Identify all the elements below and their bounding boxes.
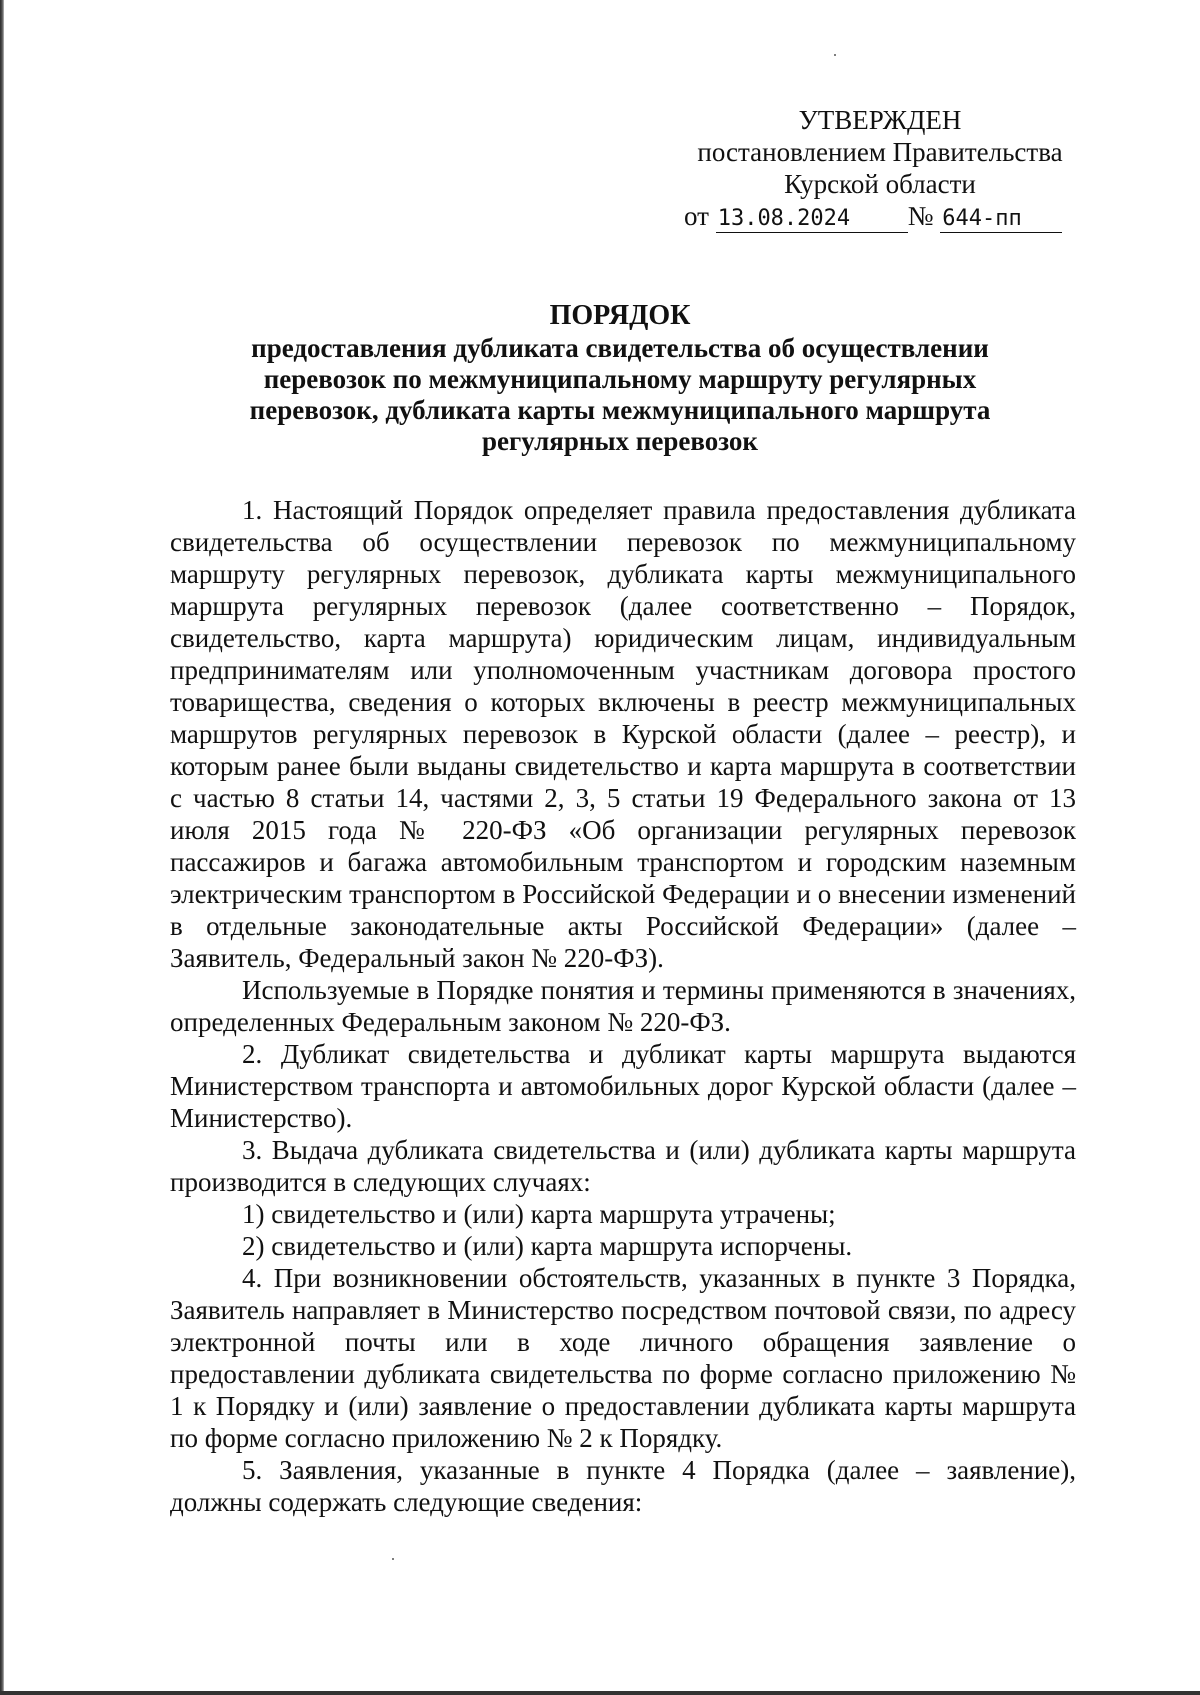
approval-heading: УТВЕРЖДЕН (798, 105, 962, 135)
title-subline: регулярных перевозок (482, 426, 758, 456)
paragraph-3: 3. Выдача дубликата свидетельства и (или) дубликата карты маршрута производится в следующих случаях: (170, 1135, 1076, 1197)
approval-date-number-row (660, 200, 1100, 233)
title-subline: перевозок, дубликата карты межмуниципального маршрута (249, 395, 991, 425)
approval-region-line: Курской области (784, 169, 976, 199)
paragraph-3-case-2: 2) свидетельство и (или) карта маршрута испорчены. (242, 1231, 853, 1261)
scan-speck (834, 54, 836, 56)
document-title (170, 300, 1070, 457)
decree-date: 13.08.2024 (716, 206, 908, 233)
title-subline: предоставления дубликата свидетельства об осуществлении (251, 333, 989, 363)
title-subline: перевозок по межмуниципальному маршруту регулярных (263, 364, 977, 394)
paragraph-3-case-1: 1) свидетельство и (или) карта маршрута утрачены; (242, 1199, 836, 1229)
decree-number: 644-пп (940, 206, 1062, 233)
scan-speck (392, 1558, 394, 1560)
paragraph-5: 5. Заявления, указанные в пункте 4 Порядка (далее – заявление), должны содержать следующие сведения: (170, 1455, 1076, 1517)
paragraph-4: 4. При возникновении обстоятельств, указанных в пункте 3 Порядка, Заявитель направляет в Министерство посредством почтовой связи, по адресу электронной почты или в ходе личного обращения заявление о предоставлении дубликата свидетельства по форме согласно приложению № 1 к Порядку и (или) заявление о предоставлении дубликата карты маршрута по форме согласно приложению № 2 к Порядку. (170, 1263, 1076, 1453)
approval-decree-line: постановлением Правительства (697, 137, 1063, 167)
approval-block (660, 104, 1100, 233)
paragraph-1: 1. Настоящий Порядок определяет правила предоставления дубликата свидетельства об осуществлении перевозок по межмуниципальному маршруту регулярных перевозок, дубликата карты межмуниципального маршрута регулярных перевозок (далее соответственно – Порядок, свидетельство, карта маршрута) юридическим лицам, индивидуальным предпринимателям или уполномоченным участникам договора простого товарищества, сведения о которых включены в реестр межмуниципальных маршрутов регулярных перевозок в Курской области (далее – реестр), и которым ранее были выданы свидетельство и карта маршрута в соответствии с частью 8 статьи 14, частями 2, 3, 5 статьи 19 Федерального закона от 13 июля 2015 года № 220-ФЗ «Об организации регулярных перевозок пассажиров и багажа автомобильным транспортом и городским наземным электрическим транспортом в Российской Федерации и о внесении изменений в отдельные законодательные акты Российской Федерации» (далее – Заявитель, Федеральный закон № 220-ФЗ). (170, 495, 1076, 973)
paragraph-terms: Используемые в Порядке понятия и термины применяются в значениях, определенных Федеральным законом № 220-ФЗ. (170, 975, 1076, 1037)
number-prefix: № (907, 201, 934, 231)
scan-bottom-edge (0, 1691, 1200, 1695)
title-main: ПОРЯДОК (549, 300, 691, 331)
paragraph-2: 2. Дубликат свидетельства и дубликат карты маршрута выдаются Министерством транспорта и автомобильных дорог Курской области (далее – Министерство). (170, 1039, 1076, 1133)
document-body (170, 494, 1076, 1518)
scan-left-edge (0, 0, 4, 1695)
date-prefix: от (684, 201, 709, 231)
